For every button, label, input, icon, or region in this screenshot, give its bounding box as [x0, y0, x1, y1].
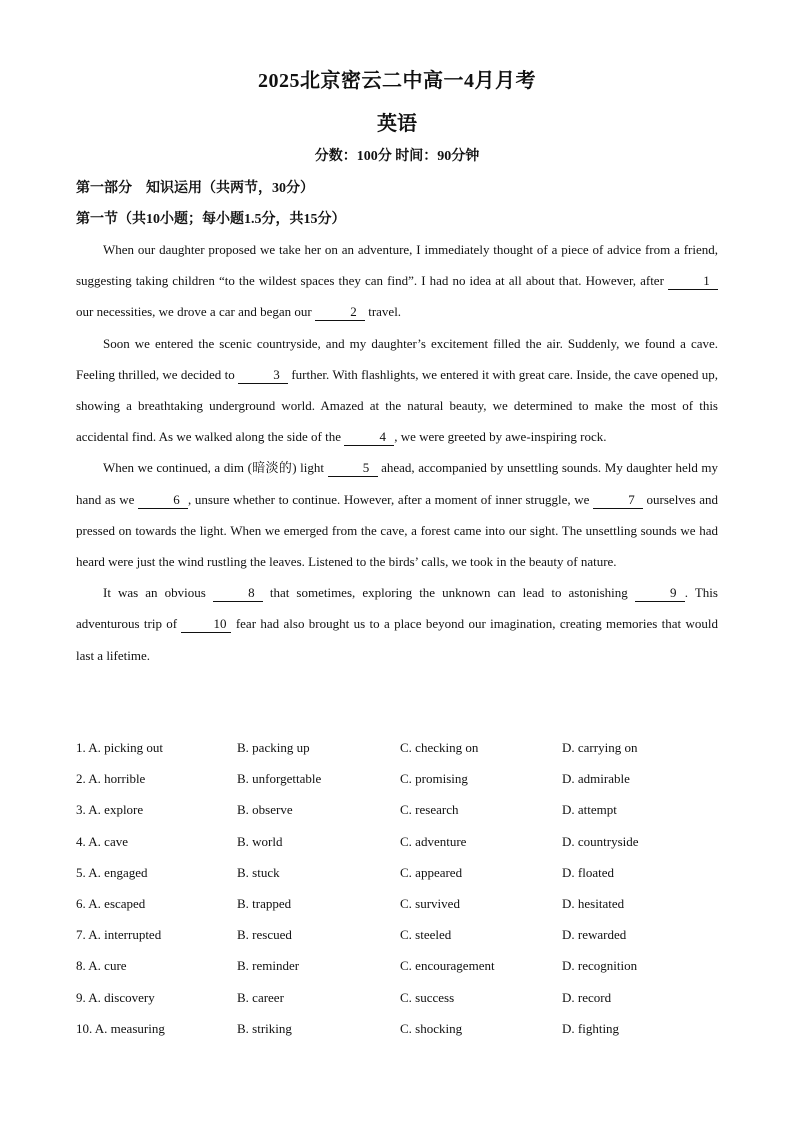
- score-time-info: 分数：100分 时间：90分钟: [314, 149, 480, 164]
- blank-8: 8: [213, 585, 263, 602]
- paragraph-1: [76, 234, 718, 328]
- question-8-options: [76, 950, 718, 981]
- blank-3: 3: [238, 367, 288, 384]
- option-b: B. observe: [237, 802, 293, 818]
- option-a: 10. A. measuring: [76, 1020, 165, 1036]
- passage-text: When our daughter proposed we take her on an adventure, I immediately thought of a piece of advice from a friend, suggesting taking children “to the wildest spaces they can find”. I had no idea at all about that. However, after: [76, 242, 718, 289]
- option-d: D. fighting: [562, 1020, 620, 1036]
- question-9-options: [76, 982, 718, 1013]
- option-b: B. reminder: [237, 958, 300, 974]
- question-10-options: [76, 1013, 718, 1044]
- option-d: D. record: [562, 989, 612, 1005]
- option-b: B. rescued: [237, 927, 292, 943]
- blank-7: 7: [593, 492, 643, 509]
- paragraph-3: [76, 452, 718, 577]
- subject-title: 英语: [377, 113, 417, 135]
- passage-text: fear had also brought us to a place beyond our imagination, creating memories that would last a lifetime.: [76, 616, 719, 663]
- option-b: B. world: [237, 833, 283, 849]
- blank-5: 5: [328, 460, 378, 477]
- part-heading: 第一部分 知识运用（共两节，30分）: [76, 181, 314, 196]
- option-b: B. packing up: [237, 740, 310, 755]
- paragraph-2: [76, 328, 718, 453]
- passage-text: . This adventurous trip of: [76, 585, 718, 632]
- section-heading: 第一节（共10小题；每小题1.5分，共15分）: [76, 212, 346, 227]
- option-c: C. promising: [400, 771, 468, 787]
- option-b: B. trapped: [237, 895, 292, 911]
- option-d: D. rewarded: [562, 927, 627, 943]
- option-b: B. stuck: [237, 864, 280, 880]
- option-d: D. countryside: [562, 833, 639, 849]
- option-a: 8. A. cure: [76, 958, 127, 974]
- option-b: B. career: [237, 989, 284, 1005]
- option-c: C. adventure: [400, 833, 467, 849]
- option-d: D. hesitated: [562, 895, 625, 911]
- option-d: D. floated: [562, 864, 614, 880]
- passage-text: When we continued, a dim (暗淡的) light: [103, 460, 328, 476]
- option-d: D. admirable: [562, 771, 630, 787]
- passage-text: ourselves and pressed on towards the light. When we emerged from the cave, a forest came into our sight. The unsettling sounds we had heard were just the wind rustling the leaves. Listened to the birds’ calls, we took in the beauty of nature.: [76, 491, 718, 570]
- option-c: C. success: [400, 989, 455, 1005]
- passage-text: ahead, accompanied by unsettling sounds. My daughter held my hand as we: [76, 460, 719, 507]
- passage-text: that sometimes, exploring the unknown can lead to astonishing: [262, 585, 635, 601]
- option-c: C. survived: [400, 895, 460, 911]
- passage-text: travel.: [364, 304, 402, 320]
- option-a: 3. A. explore: [76, 802, 144, 818]
- question-1-options: [76, 732, 718, 763]
- blank-1: 1: [668, 273, 718, 290]
- option-a: 4. A. cave: [76, 833, 128, 849]
- passage-text: , unsure whether to continue. However, after a moment of inner struggle, we: [188, 491, 593, 507]
- blank-6: 6: [138, 492, 188, 509]
- passage-text: further. With flashlights, we entered it with great care. Inside, the cave opened up, showing a breathtaking underground world. Amazed at the natural beauty, we determined to make the most of this accidental find. As we walked along the side of the: [76, 366, 719, 445]
- option-a: 9. A. discovery: [76, 989, 155, 1005]
- option-a: 7. A. interrupted: [76, 927, 162, 943]
- option-c: C. checking on: [400, 740, 479, 755]
- option-d: D. attempt: [562, 802, 617, 818]
- question-2-options: [76, 763, 718, 794]
- exam-title: 2025北京密云二中高一4月月考: [258, 70, 536, 92]
- option-c: C. research: [400, 802, 459, 818]
- option-a: 1. A. picking out: [76, 740, 164, 755]
- question-5-options: [76, 857, 718, 888]
- option-c: C. steeled: [400, 927, 452, 943]
- passage-text: Soon we entered the scenic countryside, and my daughter’s excitement filled the air. Suddenly, we found a cave. Feeling thrilled, we decided to: [76, 335, 718, 382]
- option-c: C. encouragement: [400, 958, 495, 974]
- cloze-passage: [76, 234, 718, 671]
- blank-10: 10: [181, 616, 231, 633]
- option-d: D. carrying on: [562, 740, 638, 755]
- blank-4: 4: [344, 429, 394, 446]
- question-7-options: [76, 919, 718, 950]
- option-a: 5. A. engaged: [76, 864, 148, 880]
- question-4-options: [76, 826, 718, 857]
- question-3-options: [76, 794, 718, 825]
- passage-text: , we were greeted by awe-inspiring rock.: [394, 429, 607, 445]
- paragraph-4: [76, 577, 718, 671]
- option-b: B. striking: [237, 1020, 292, 1036]
- option-b: B. unforgettable: [237, 771, 322, 787]
- option-a: 6. A. escaped: [76, 895, 146, 911]
- option-c: C. shocking: [400, 1020, 463, 1036]
- answer-options: [76, 732, 718, 1044]
- question-6-options: [76, 888, 718, 919]
- option-a: 2. A. horrible: [76, 771, 146, 787]
- passage-text: our necessities, we drove a car and began our: [76, 304, 315, 320]
- blank-2: 2: [315, 304, 365, 321]
- blank-9: 9: [635, 585, 685, 602]
- passage-text: It was an obvious: [103, 585, 213, 601]
- option-c: C. appeared: [400, 864, 463, 880]
- option-d: D. recognition: [562, 958, 638, 974]
